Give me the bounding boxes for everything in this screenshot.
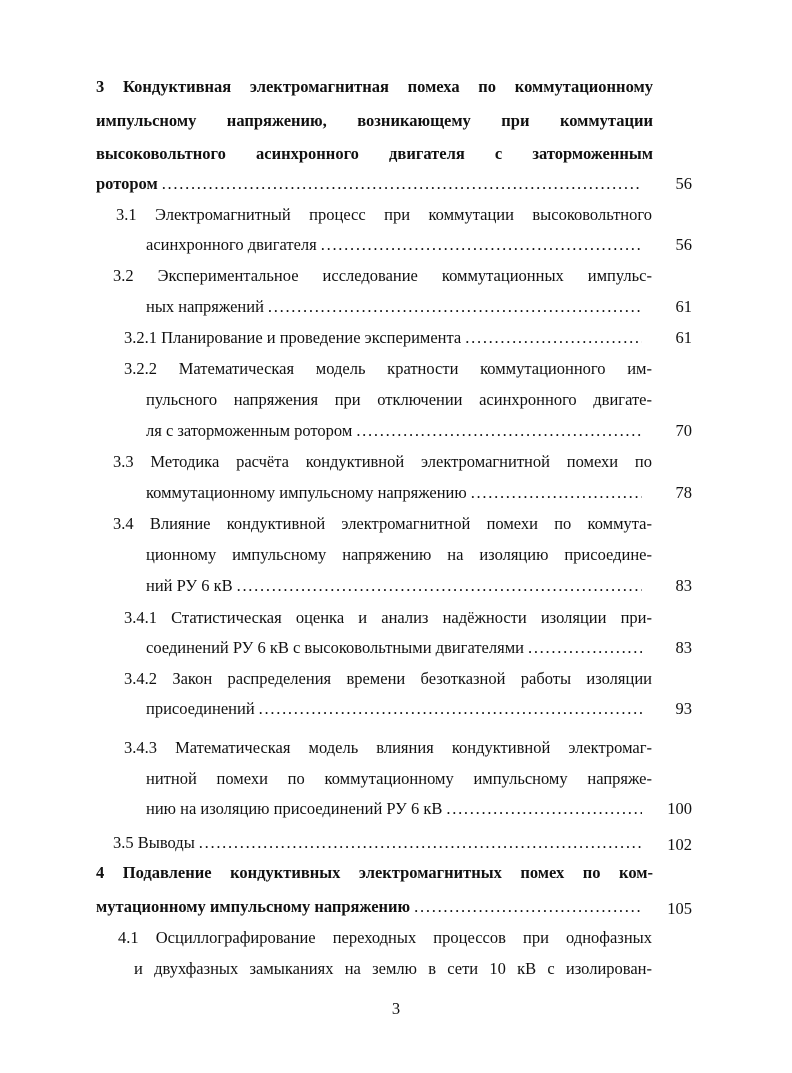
toc-line: 3.4 Влияние кондуктивной электромагнитной помехи по коммута-	[113, 514, 652, 533]
toc-line-last: ля с заторможенным ротором . . .	[146, 419, 646, 443]
dot-leader	[446, 797, 642, 821]
dot-leader	[199, 831, 642, 855]
dot-leader	[528, 636, 642, 660]
toc-page-number: 93	[675, 699, 692, 718]
toc-page-number: 102	[667, 835, 692, 854]
toc-page-number: 78	[675, 483, 692, 502]
dot-leader	[268, 295, 642, 319]
toc-page-number: 61	[675, 328, 692, 347]
toc-page-number: 83	[675, 576, 692, 595]
toc-page-number: 70	[675, 421, 692, 440]
toc-page-number: 56	[675, 174, 692, 193]
toc-line-last: 3.5 Выводы . . .	[113, 831, 646, 855]
toc-line: 3.3 Методика расчёта кондуктивной электромагнитной помехи по	[113, 452, 652, 471]
toc-line: 3.4.3 Математическая модель влияния кондуктивной электромаг-	[124, 738, 652, 757]
toc-line: 3.4.1 Статистическая оценка и анализ надёжности изоляции при-	[124, 608, 652, 627]
toc-line-last: нию на изоляцию присоединений РУ 6 кВ . . .	[146, 797, 646, 821]
toc-page-number: 100	[667, 799, 692, 818]
toc-line-last: ротором . . .	[96, 172, 646, 196]
toc-line-last: 3.2.1 Планирование и проведение эксперимента . . .	[124, 326, 646, 350]
toc-line: пульсного напряжения при отключении асинхронного двигате-	[146, 390, 652, 409]
toc-line-last: ных напряжений . . .	[146, 295, 646, 319]
toc-page-number: 105	[667, 899, 692, 918]
toc-line: 3.1 Электромагнитный процесс при коммутации высоковольтного	[116, 205, 652, 224]
toc-page-number: 56	[675, 235, 692, 254]
toc-line: импульсному напряжению, возникающему при коммутации	[96, 111, 653, 130]
toc-line-last: коммутационному импульсному напряжению . . .	[146, 481, 646, 505]
toc-line: 3.2.2 Математическая модель кратности коммутационного им-	[124, 359, 652, 378]
dot-leader	[237, 574, 642, 598]
toc-line: 4 Подавление кондуктивных электромагнитных помех по ком-	[96, 863, 653, 882]
dot-leader	[162, 172, 642, 196]
dot-leader	[259, 697, 642, 721]
dot-leader	[414, 895, 642, 919]
toc-line: 3.2 Экспериментальное исследование коммутационных импульс-	[113, 266, 652, 285]
toc-line-last: асинхронного двигателя . . .	[146, 233, 646, 257]
toc-line-last: ний РУ 6 кВ . . .	[146, 574, 646, 598]
toc-line: ционному импульсному напряжению на изоляцию присоедине-	[146, 545, 652, 564]
toc-line: 4.1 Осциллографирование переходных процессов при однофазных	[118, 928, 652, 947]
dot-leader	[356, 419, 642, 443]
toc-line: 3.4.2 Закон распределения времени безотказной работы изоляции	[124, 669, 652, 688]
toc-line-last: присоединений . . .	[146, 697, 646, 721]
dot-leader	[321, 233, 642, 257]
dot-leader	[465, 326, 642, 350]
dot-leader	[471, 481, 642, 505]
toc-page-number: 61	[675, 297, 692, 316]
toc-line: и двухфазных замыканиях на землю в сети 10 кВ с изолирован-	[134, 959, 652, 978]
toc-line: нитной помехи по коммутационному импульсному напряже-	[146, 769, 652, 788]
toc-line: 3 Кондуктивная электромагнитная помеха по коммутационному	[96, 77, 653, 96]
page-number-footer: 3	[391, 999, 401, 1018]
toc-page-number: 83	[675, 638, 692, 657]
toc-line: высоковольтного асинхронного двигателя с заторможенным	[96, 144, 653, 163]
toc-line-last: соединений РУ 6 кВ с высоковольтными двигателями . . .	[146, 636, 646, 660]
toc-line-last: мутационному импульсному напряжению . . .	[96, 895, 646, 919]
